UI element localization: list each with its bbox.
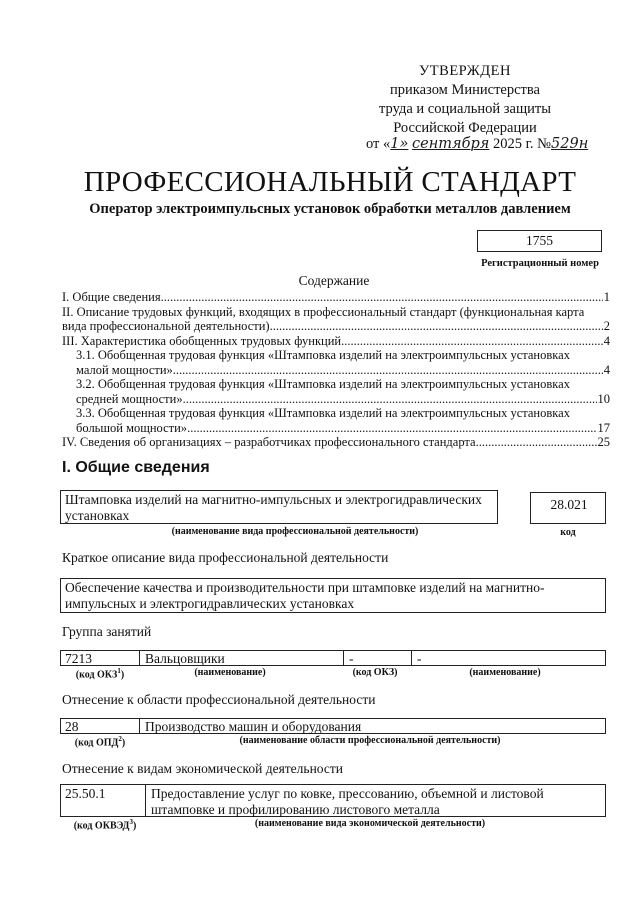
- toc-entry-text: II. Описание трудовых функций, входящих в профессиональный стандарт (функциональная карта: [62, 304, 585, 319]
- document-subtitle: Оператор электроимпульсных установок обработки металлов давлением: [89, 201, 571, 217]
- occupation-code-caption: (код ОКЗ$^1$): [75, 667, 125, 681]
- toc-entry[interactable]: [62, 435, 610, 450]
- toc-entry-text: I. Общие сведения: [62, 290, 161, 304]
- toc-entry-text-cont: средней мощности»: [76, 391, 183, 406]
- approval-line-3: труда и социальной защиты: [379, 101, 551, 117]
- brief-description-label: Краткое описание вида профессиональной деятельности: [62, 550, 389, 565]
- toc-entry-text: 3.1. Обобщенная трудовая функция «Штамповка изделий на электроимпульсных установках: [76, 348, 570, 362]
- professional-area-table: [60, 718, 606, 734]
- toc-entry-page: 10: [597, 391, 610, 406]
- activity-name-box: [60, 490, 498, 524]
- activity-name-caption: (наименование вида профессиональной деятельности): [171, 526, 419, 537]
- toc-entry[interactable]: [62, 334, 610, 349]
- professional-area-label: Отнесение к области профессиональной деятельности: [62, 692, 376, 707]
- activity-code-box: [530, 492, 606, 524]
- occupation-code-1: 7213: [65, 651, 92, 666]
- occupation-group-label: Группа занятий: [62, 624, 152, 639]
- brief-description-text: Обеспечение качества и производительности при штамповке изделий на магнитно-импульсных и электрогидравлических установках: [65, 580, 545, 611]
- registration-number-label: Регистрационный номер: [481, 258, 599, 269]
- occupation-table: [60, 650, 606, 666]
- area-code-caption: (код ОПД$^2$): [74, 735, 126, 749]
- section-heading: I. Общие сведения: [62, 459, 210, 476]
- area-name: Производство машин и оборудования: [145, 719, 362, 734]
- occupation-name-2: -: [417, 651, 422, 666]
- toc-entry-page: 17: [597, 420, 610, 435]
- toc-entry[interactable]: [62, 348, 610, 377]
- approval-date-line: [366, 136, 588, 153]
- table-of-contents: [62, 290, 610, 450]
- toc-entry[interactable]: [62, 290, 610, 305]
- toc-entry-page: 2: [603, 319, 610, 333]
- toc-entry[interactable]: [62, 305, 610, 334]
- econ-code: 25.50.1: [65, 786, 106, 801]
- handwritten-order-number: 529н: [551, 136, 589, 152]
- economic-activity-table: [60, 784, 606, 817]
- toc-entry-text: III. Характеристика обобщенных трудовых функций: [62, 333, 342, 348]
- toc-entry-page: 4: [603, 362, 610, 377]
- toc-entry-text-cont: вида профессиональной деятельности): [62, 319, 270, 333]
- toc-entry[interactable]: [62, 406, 610, 435]
- economic-activity-label: Отнесение к видам экономической деятельности: [62, 761, 343, 776]
- econ-name-caption: (наименование вида экономической деятельности): [254, 818, 486, 829]
- handwritten-month: сентября: [412, 136, 490, 152]
- registration-number-box: 1755: [477, 230, 602, 252]
- area-name-caption: (наименование области профессиональной деятельности): [239, 735, 501, 746]
- toc-entry[interactable]: [62, 377, 610, 406]
- occupation-name-caption: (наименование): [194, 667, 266, 678]
- occupation-name-2-caption: (наименование): [469, 667, 541, 678]
- date-prefix: от «: [366, 136, 391, 152]
- toc-entry-page: 4: [603, 333, 610, 348]
- occupation-code-2: -: [349, 651, 354, 666]
- document-title: ПРОФЕССИОНАЛЬНЫЙ СТАНДАРТ: [83, 166, 577, 198]
- toc-heading: Содержание: [298, 273, 370, 288]
- area-code: 28: [65, 719, 79, 734]
- toc-entry-text-cont: малой мощности»: [76, 362, 173, 377]
- brief-description-box: [60, 578, 606, 613]
- toc-entry-page: 1: [603, 290, 610, 304]
- toc-entry-text: 3.2. Обобщенная трудовая функция «Штамповка изделий на электроимпульсных установках: [76, 377, 570, 391]
- approval-block: [300, 62, 630, 138]
- approval-line-2: приказом Министерства: [390, 82, 540, 98]
- approval-line-4: Российской Федерации: [393, 120, 537, 136]
- econ-code-caption: (код ОКВЭД$^3$): [73, 818, 137, 832]
- toc-entry-text: 3.3. Обобщенная трудовая функция «Штамповка изделий на электроимпульсных установках: [76, 406, 570, 420]
- toc-entry-page: 25: [597, 435, 610, 449]
- date-year: 2025 г. №: [492, 136, 552, 152]
- occupation-code-2-caption: (код ОКЗ): [352, 667, 398, 678]
- toc-entry-text-cont: большой мощности»: [76, 420, 188, 435]
- activity-code-caption: код: [560, 527, 576, 538]
- activity-name: Штамповка изделий на магнитно-импульсных и электрогидравлических установках: [65, 492, 482, 523]
- handwritten-day: 1»: [390, 136, 409, 152]
- activity-code: 28.021: [550, 497, 588, 512]
- econ-name: Предоставление услуг по ковке, прессованию, объемной и листовой штамповке и профилированию листового металла: [151, 786, 544, 817]
- occupation-name-1: Вальцовщики: [145, 651, 225, 666]
- approval-heading: УТВЕРЖДЕН: [419, 63, 511, 79]
- toc-entry-text: IV. Сведения об организациях – разработчиках профессионального стандарта: [62, 435, 476, 449]
